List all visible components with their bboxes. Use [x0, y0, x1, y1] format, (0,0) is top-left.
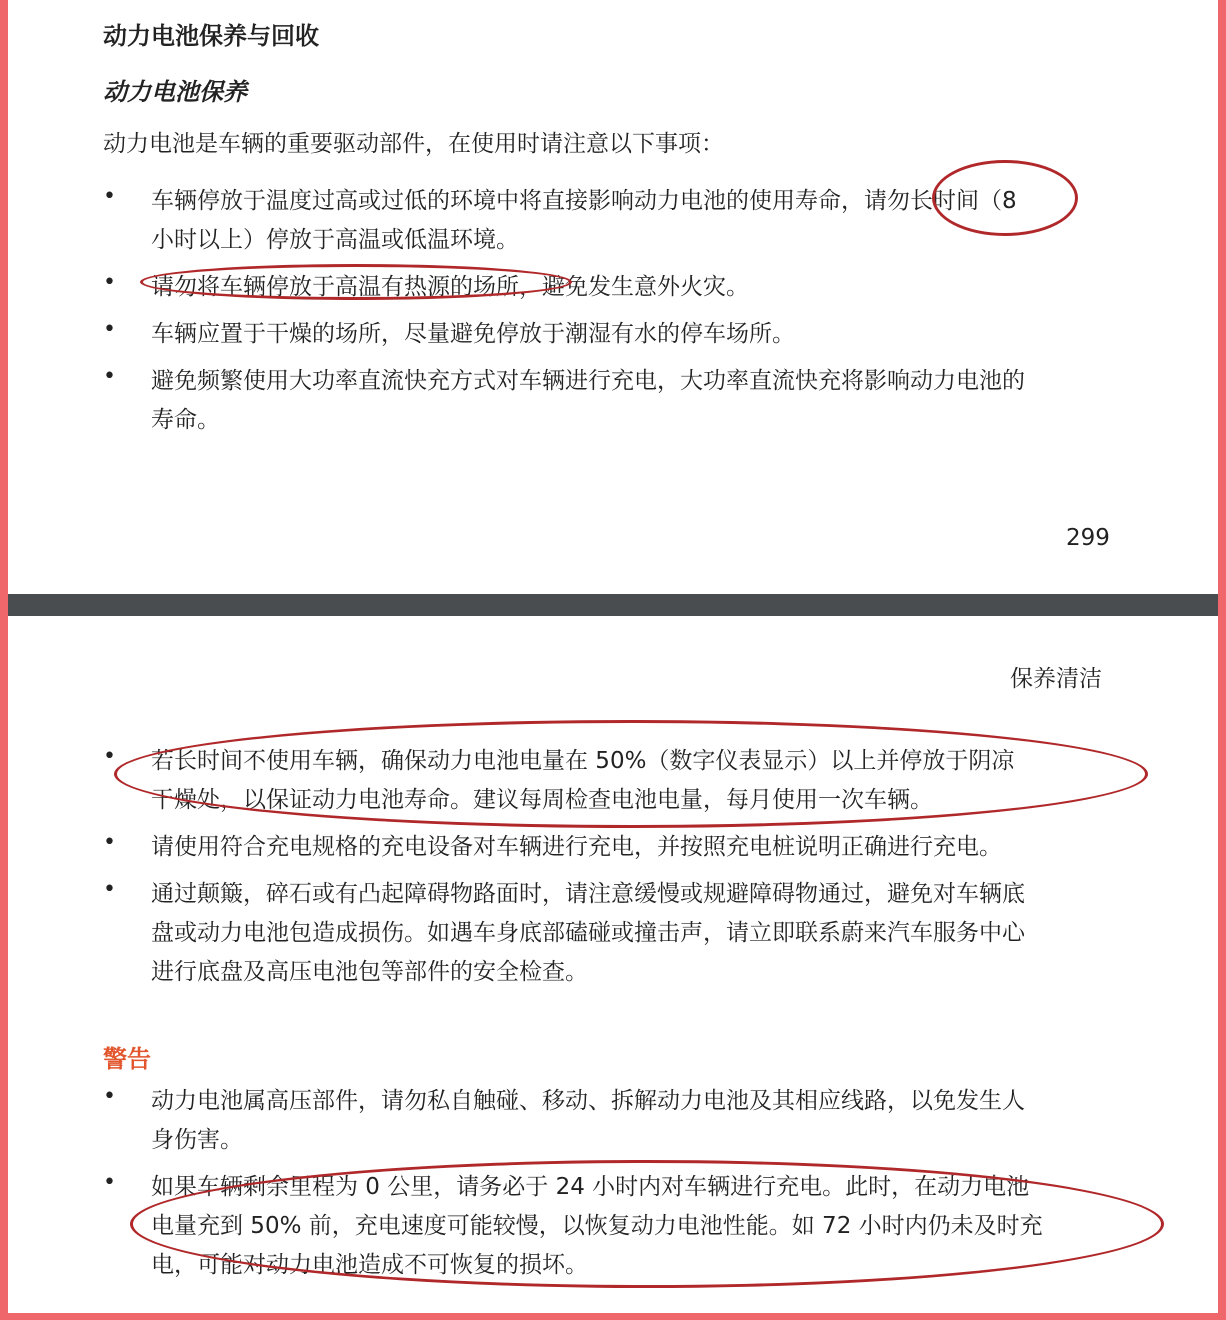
warning-item-line: 如果车辆剩余里程为 0 公里，请务必于 24 小时内对车辆进行充电。此时，在动力电池 [151, 1174, 1030, 1200]
intro-text: 动力电池是车辆的重要驱动部件，在使用时请注意以下事项： [103, 131, 724, 157]
list-item-line: 若长时间不使用车辆，确保动力电池电量在 50%（数字仪表显示）以上并停放于阴凉 [151, 748, 1015, 774]
list-item-line: 进行底盘及高压电池包等部件的安全检查。 [151, 959, 588, 985]
page-number: 299 [1066, 525, 1110, 551]
list-item-line: 通过颠簸，碎石或有凸起障碍物路面时，请注意缓慢或规避障碍物通过，避免对车辆底 [151, 881, 1025, 907]
bullet-symbol: • [103, 364, 116, 389]
list-item-line: 车辆应置于干燥的场所，尽量避免停放于潮湿有水的停车场所。 [151, 321, 795, 347]
list-item-line: 寿命。 [151, 407, 220, 433]
bullet-symbol: • [103, 317, 116, 342]
warning-title: 警告 [103, 1045, 151, 1073]
list-item-line: 小时以上）停放于高温或低温环境。 [151, 227, 519, 253]
list-item-line: 避免频繁使用大功率直流快充方式对车辆进行充电，大功率直流快充将影响动力电池的 [151, 368, 1025, 394]
list-item-line: 车辆停放于温度过高或过低的环境中将直接影响动力电池的使用寿命，请勿长时间（8 [151, 188, 1017, 214]
bullet-symbol: • [103, 184, 116, 209]
warning-item-line: 身伤害。 [151, 1127, 243, 1153]
list-item-line: 盘或动力电池包造成损伤。如遇车身底部磕碰或撞击声，请立即联系蔚来汽车服务中心 [151, 920, 1025, 946]
warning-item-line: 电量充到 50% 前，充电速度可能较慢，以恢复动力电池性能。如 72 小时内仍未及时充 [151, 1213, 1043, 1239]
list-item-line: 请勿将车辆停放于高温有热源的场所，避免发生意外火灾。 [151, 274, 749, 300]
warning-item-line: 动力电池属高压部件，请勿私自触碰、移动、拆解动力电池及其相应线路，以免发生人 [151, 1088, 1025, 1114]
list-item-line: 请使用符合充电规格的充电设备对车辆进行充电，并按照充电桩说明正确进行充电。 [151, 834, 1002, 860]
bullet-symbol: • [103, 877, 116, 902]
bullet-symbol: • [103, 744, 116, 769]
page-header: 保养清洁 [1010, 666, 1102, 692]
bullet-symbol: • [103, 830, 116, 855]
list-item-line: 干燥处，以保证动力电池寿命。建议每周检查电池电量，每月使用一次车辆。 [151, 787, 933, 813]
warning-item-line: 电，可能对动力电池造成不可恢复的损坏。 [151, 1252, 588, 1278]
bullet-symbol: • [103, 270, 116, 295]
bullet-symbol: • [103, 1170, 116, 1195]
section-title: 动力电池保养与回收 [103, 22, 319, 50]
page-divider [8, 594, 1218, 616]
subsection-title: 动力电池保养 [103, 78, 247, 106]
bullet-symbol: • [103, 1084, 116, 1109]
